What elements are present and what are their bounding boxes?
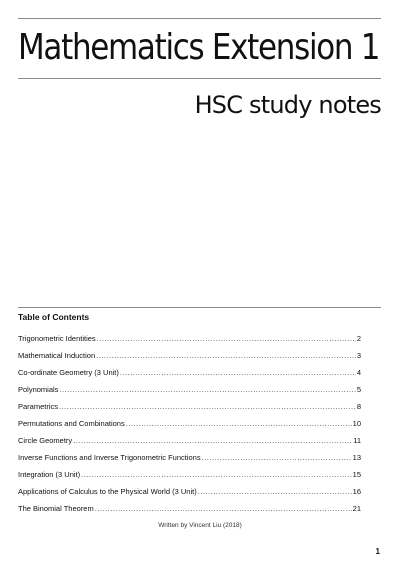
toc-entry-title: Integration (3 Unit) [18, 470, 81, 479]
toc-entry[interactable] [18, 483, 361, 500]
toc-entry-page: 15 [352, 470, 361, 479]
toc-leader-dots [95, 500, 352, 517]
toc-entry-page: 5 [356, 385, 361, 394]
toc-entry[interactable] [18, 381, 361, 398]
toc-entry[interactable] [18, 432, 361, 449]
toc-entry-title: The Binomial Theorem [18, 504, 94, 513]
author-credit: Written by Vincent Liu (2018) [158, 522, 242, 529]
toc-entry-title: Applications of Calculus to the Physical World (3 Unit) [18, 487, 197, 496]
toc-entry-title: Polynomials [18, 385, 59, 394]
toc-entry-page: 3 [356, 351, 361, 360]
page-number: 1 [375, 547, 380, 556]
toc-entry-page: 21 [352, 504, 361, 513]
toc-divider [18, 307, 381, 308]
toc-leader-dots [73, 432, 352, 449]
title-divider [18, 78, 381, 79]
toc-leader-dots [202, 449, 352, 466]
toc-entry[interactable] [18, 330, 361, 347]
toc-entry-title: Trigonometric Identities [18, 334, 96, 343]
toc-leader-dots [126, 415, 352, 432]
toc-entry-title: Inverse Functions and Inverse Trigonometric Functions [18, 453, 201, 462]
toc-entry[interactable] [18, 449, 361, 466]
toc-entry-page: 4 [356, 368, 361, 377]
toc-list [18, 330, 361, 517]
toc-leader-dots [59, 381, 355, 398]
document-title: Mathematics Extension 1 [18, 27, 380, 68]
toc-entry-page: 8 [356, 402, 361, 411]
toc-entry[interactable] [18, 500, 361, 517]
toc-leader-dots [59, 398, 356, 415]
toc-entry-page: 10 [352, 419, 361, 428]
toc-entry-title: Permutations and Combinations [18, 419, 125, 428]
toc-entry[interactable] [18, 347, 361, 364]
toc-entry[interactable] [18, 466, 361, 483]
toc-heading: Table of Contents [18, 312, 90, 322]
toc-leader-dots [198, 483, 352, 500]
document-subtitle: HSC study notes [194, 91, 381, 119]
toc-entry-title: Mathematical Induction [18, 351, 96, 360]
toc-entry[interactable] [18, 415, 361, 432]
toc-entry-page: 11 [353, 436, 361, 445]
toc-leader-dots [97, 330, 356, 347]
toc-entry-page: 13 [352, 453, 361, 462]
toc-entry-title: Co-ordinate Geometry (3 Unit) [18, 368, 119, 377]
toc-entry-page: 16 [352, 487, 361, 496]
toc-entry-title: Parametrics [18, 402, 59, 411]
toc-leader-dots [96, 347, 356, 364]
toc-leader-dots [81, 466, 352, 483]
toc-entry-page: 2 [356, 334, 361, 343]
toc-leader-dots [120, 364, 356, 381]
top-divider [18, 18, 381, 19]
toc-entry[interactable] [18, 364, 361, 381]
toc-entry[interactable] [18, 398, 361, 415]
toc-entry-title: Circle Geometry [18, 436, 73, 445]
